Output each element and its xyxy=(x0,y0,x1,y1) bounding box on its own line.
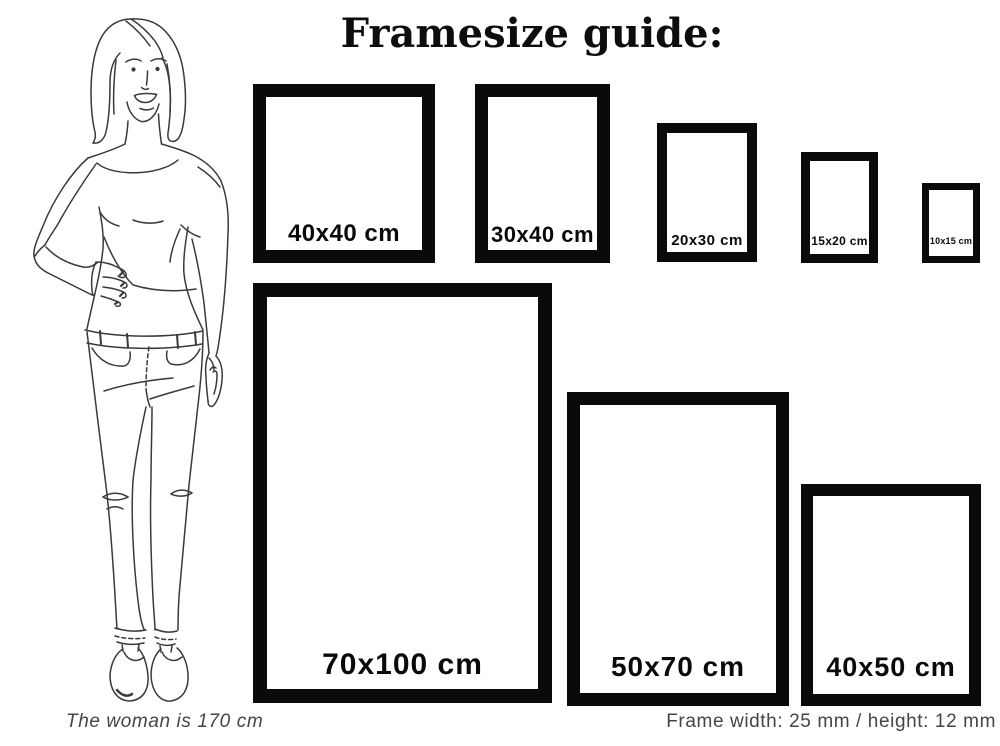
frame-15x20 xyxy=(801,152,878,263)
frame-label: 15x20 cm xyxy=(811,234,868,248)
frame-40x50 xyxy=(801,484,981,706)
woman-torso xyxy=(87,207,203,330)
page-title: Framesize guide: xyxy=(340,10,724,57)
frame-10x15 xyxy=(922,183,980,263)
frame-70x100 xyxy=(253,283,552,703)
frame-label: 70x100 cm xyxy=(322,648,483,681)
woman-right-arm xyxy=(181,155,228,406)
frame-label: 30x40 cm xyxy=(490,222,595,247)
woman-neck-shoulders xyxy=(88,114,193,173)
frame-30x40 xyxy=(475,84,610,263)
woman-illustration xyxy=(0,0,250,746)
woman-legs xyxy=(87,332,203,652)
frame-20x30 xyxy=(657,123,757,262)
frame-50x70 xyxy=(567,392,789,706)
frame-label: 40x50 cm xyxy=(826,652,956,682)
frame-dimensions-note: Frame width: 25 mm / height: 12 mm xyxy=(666,711,996,732)
frame-label: 20x30 cm xyxy=(671,232,743,249)
woman-height-note: The woman is 170 cm xyxy=(66,711,264,732)
woman-hair xyxy=(91,19,186,143)
frame-label: 40x40 cm xyxy=(287,220,401,247)
frame-40x40 xyxy=(253,84,435,263)
woman-shoes xyxy=(110,648,188,701)
frame-label: 50x70 cm xyxy=(610,651,746,682)
frame-label: 10x15 cm xyxy=(929,236,973,246)
woman-jeans xyxy=(85,330,203,407)
woman-face xyxy=(126,59,166,122)
woman-left-arm-akimbo xyxy=(34,158,127,306)
